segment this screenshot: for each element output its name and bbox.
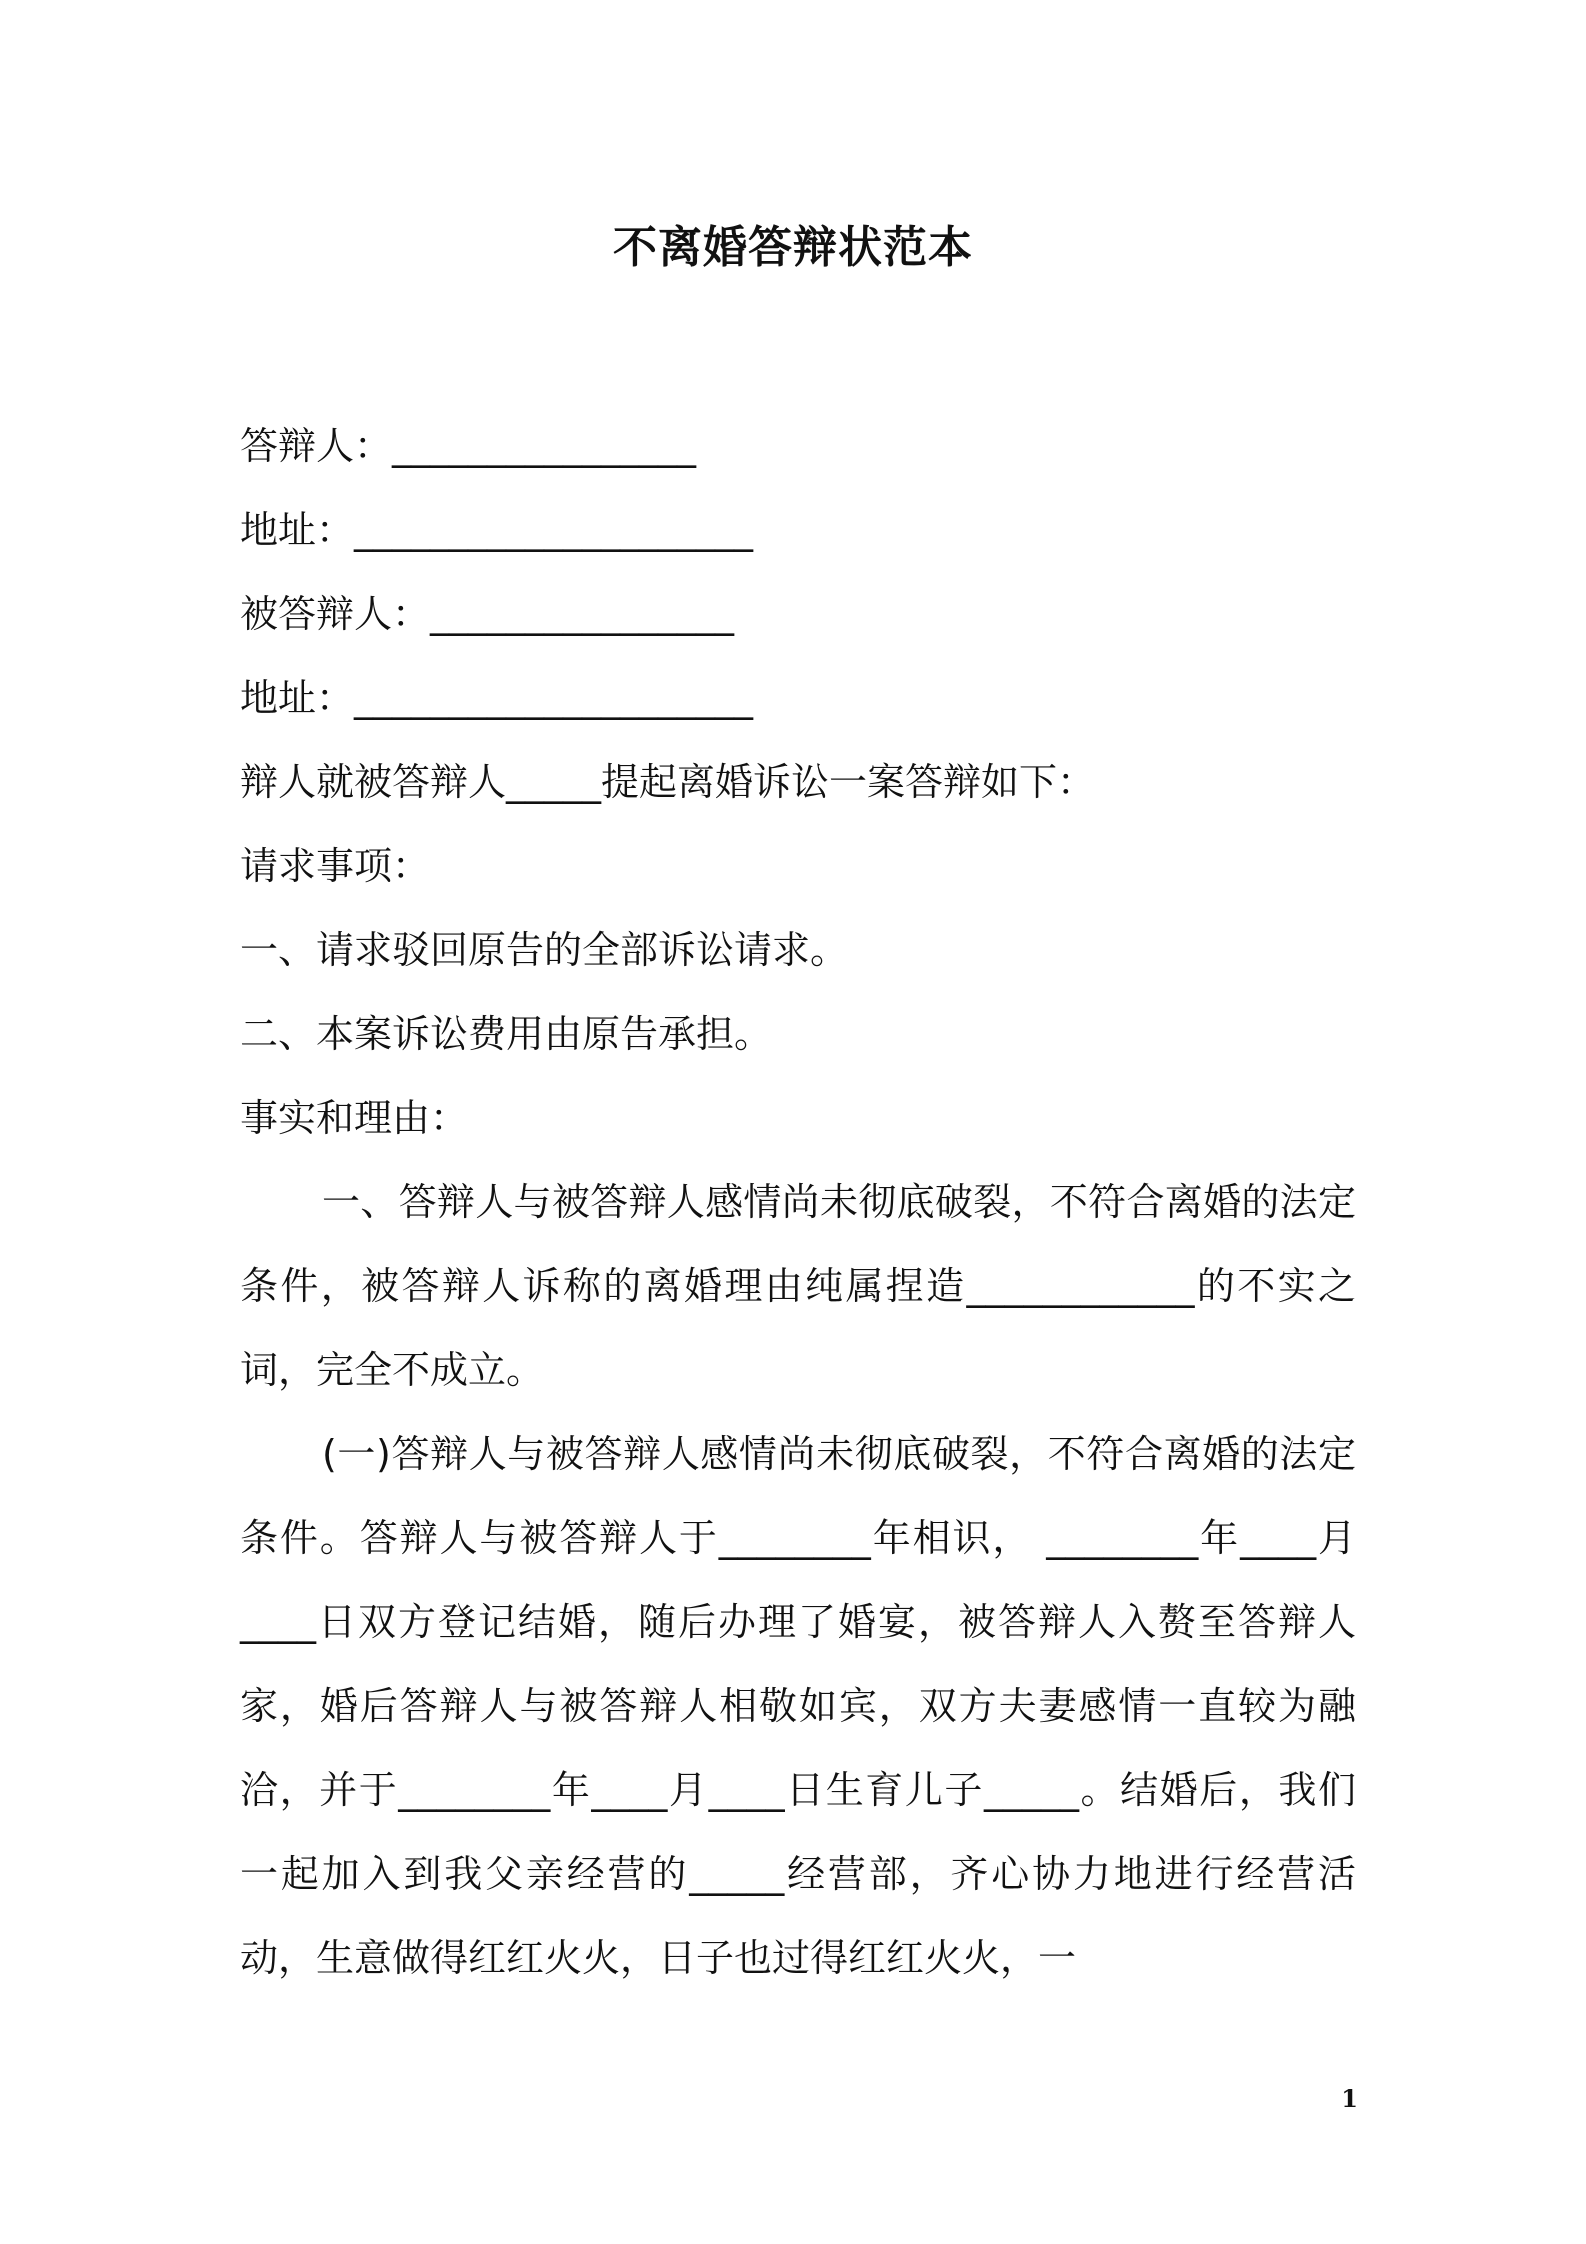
- respondent-address-field: 地址：_____________________: [240, 508, 754, 552]
- plaintiff-address-field: 地址：_____________________: [240, 676, 754, 720]
- intro-statement: 辩人就被答辩人_____提起离婚诉讼一案答辩如下：: [240, 760, 1096, 804]
- request-item-1: 一、请求驳回原告的全部诉讼请求。: [240, 928, 849, 972]
- facts-paragraph-2: (一)答辩人与被答辩人感情尚未彻底破裂，不符合离婚的法定条件。答辩人与被答辩人于________年相识， ________年____月____日双方登记结婚，随后办理了婚宴，被答辩人入赘至答辩人家，婚后答辩人与被答辩人相敬如宾，双方夫妻感情一直较为融洽，并于________年____月____日生育儿子_____。结婚后，我们一起加入到我父亲经营的_____经营部，齐心协力地进行经营活动，生意做得红红火火，日子也过得红红火火，一: [240, 1432, 1356, 1980]
- requests-heading: 请求事项：: [240, 844, 431, 888]
- page-number: 1: [1341, 2084, 1358, 2113]
- document-body: [240, 404, 1356, 2000]
- document-title: 不离婚答辩状范本: [613, 222, 973, 273]
- request-item-2: 二、本案诉讼费用由原告承担。: [240, 1012, 773, 1056]
- respondent-field: 答辩人：________________: [240, 424, 697, 468]
- facts-heading: 事实和理由：: [240, 1096, 469, 1140]
- facts-paragraph-1: 一、答辩人与被答辩人感情尚未彻底破裂，不符合离婚的法定条件，被答辩人诉称的离婚理由纯属捏造____________的不实之词，完全不成立。: [240, 1180, 1356, 1392]
- plaintiff-field: 被答辩人：________________: [240, 592, 735, 636]
